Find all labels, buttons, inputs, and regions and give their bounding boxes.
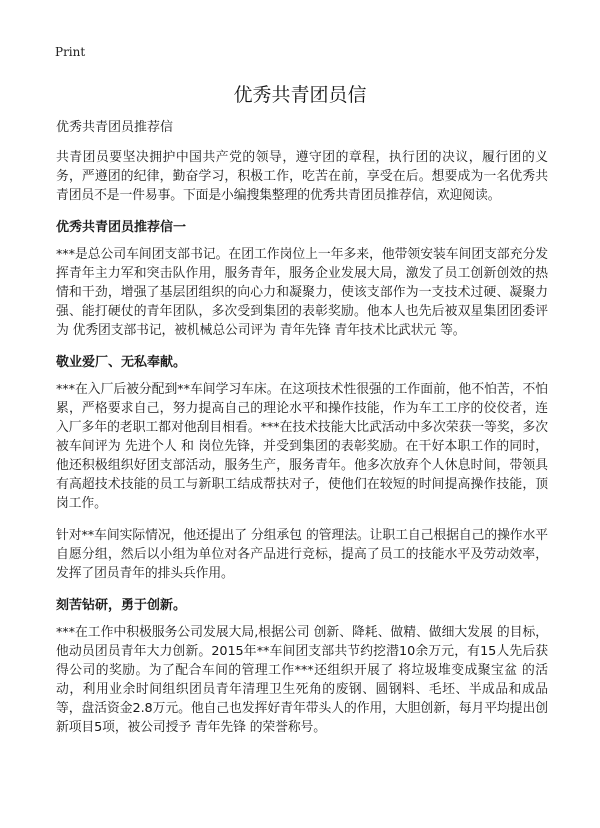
section-heading: 刻苦钻研，勇于创新。 (56, 598, 187, 613)
page-title: 优秀共青团员信 (233, 84, 367, 106)
intro-paragraph: 共青团员要坚决拥护中国共产党的领导，遵守团的章程，执行团的决议，履行团的义务，严遵团的纪律，勤奋学习，积极工作，吃苦在前，享受在后。想要成为一名优秀共青团员不是一件易事。下面是小编搜集整理的优秀共青团员推荐信，欢迎阅读。 (56, 150, 548, 203)
section-paragraph: ***在入厂后被分配到**车间学习车床。在这项技术性很强的工作面前，他不怕苦，不怕累，严格要求自己，努力提高自己的理论水平和操作技能，作为车工工序的佼佼者，连入厂多年的老职工都对他刮目相看。***在技术技能大比武活动中多次荣获一等奖，多次被车间评为 先进个人 和 岗位先锋，并受到集团的表彰奖励。在干好本职工作的同时，他还积极组织好团支部活动，服务生产，服务青年。他多次放弃个人休息时间，带领具有高超技术技能的员工与新职工结成帮扶对子，使他们在较短的时间提高操作技能，顶岗工作。 (56, 382, 548, 511)
section-heading: 敬业爱厂、无私奉献。 (56, 355, 187, 370)
section-paragraph: ***在工作中积极服务公司发展大局,根据公司 创新、降耗、做精、做细大发展 的目标，他动员团员青年大力创新。2015年**车间团支部共节约挖潜10余万元，有15人先后获得公司的奖励。为了配合车间的管理工作***还组织开展了 将垃圾堆变成聚宝盆 的活动，利用业余时间组织团员青年清理卫生死角的废钢、圆钢料、毛坯、半成品和成品等，盘活资金2.8万元。他自己也发挥好青年带头人的作用，大胆创新，每月平均提出创新项目5项，被公司授予 青年先锋 的荣誉称号。 (56, 625, 548, 735)
section-paragraph: ***是总公司车间团支部书记。在团工作岗位上一年多来，他带领安装车间团支部充分发挥青年主力军和突击队作用，服务青年，服务企业发展大局，激发了员工创新创效的热情和干劲，增强了基层团组织的向心力和凝聚力，使该支部作为一支技术过硬、凝聚力强、能打硬仗的青年团队，多次受到集团的表彰奖励。他本人也先后被双星集团团委评为 优秀团支部书记，被机械总公司评为 青年先锋 青年技术比武状元 等。 (56, 247, 548, 338)
section-paragraph: 针对**车间实际情况，他还提出了 分组承包 的管理法。让职工自己根据自己的操作水平自愿分组，然后以小组为单位对各产品进行竞标，提高了员工的技能水平及劳动效率，发挥了团员青年的排头兵作用。 (56, 528, 548, 581)
document-subtitle: 优秀共青团员推荐信 (56, 120, 174, 135)
section-heading: 优秀共青团员推荐信一 (56, 220, 187, 235)
document-body (56, 118, 548, 737)
print-link[interactable]: Print (55, 45, 86, 59)
